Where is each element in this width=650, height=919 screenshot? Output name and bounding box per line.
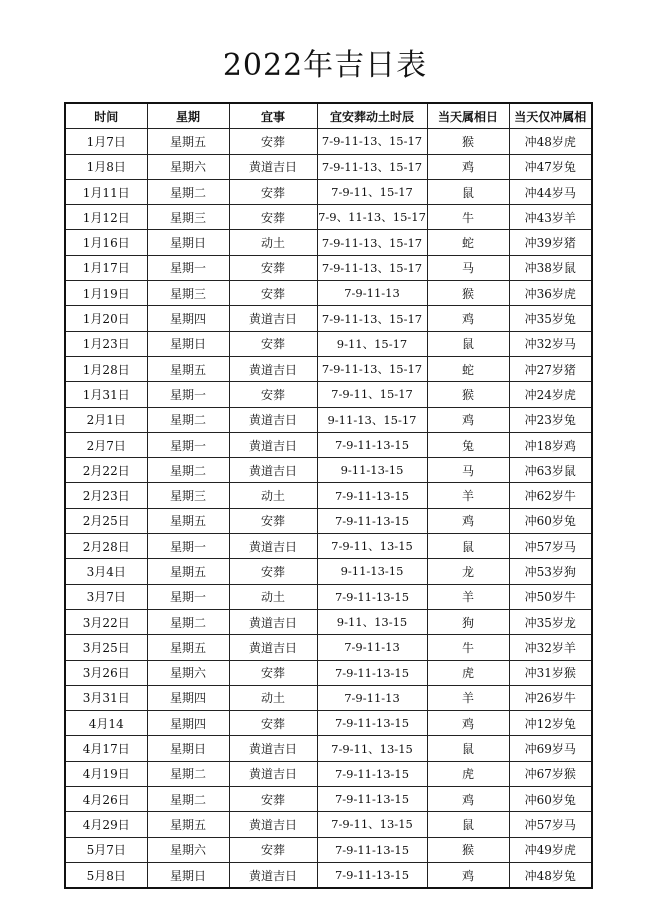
activity-cell: 安葬 [229, 255, 317, 280]
hours-cell: 7-9-11-13、15-17 [317, 356, 427, 381]
day-zodiac-cell: 鸡 [427, 154, 509, 179]
activity-cell: 动土 [229, 230, 317, 255]
hours-cell: 7-9-11-13 [317, 281, 427, 306]
weekday-cell: 星期六 [147, 154, 229, 179]
day-zodiac-cell: 鼠 [427, 736, 509, 761]
table-row [65, 230, 592, 255]
day-zodiac-cell: 猴 [427, 382, 509, 407]
activity-cell: 黄道吉日 [229, 635, 317, 660]
hours-cell: 7-9-11-13-15 [317, 508, 427, 533]
hours-cell: 7-9-11-13-15 [317, 787, 427, 812]
page-title: 2022年吉日表 [222, 48, 428, 83]
date-cell: 2月28日 [65, 534, 147, 559]
table-row [65, 483, 592, 508]
hours-cell: 7-9-11-13-15 [317, 660, 427, 685]
clash-cell: 冲23岁兔 [509, 407, 592, 432]
activity-cell: 动土 [229, 584, 317, 609]
hours-cell: 9-11-13-15 [317, 458, 427, 483]
day-zodiac-cell: 蛇 [427, 356, 509, 381]
activity-cell: 黄道吉日 [229, 407, 317, 432]
day-zodiac-cell: 鼠 [427, 179, 509, 204]
hours-cell: 7-9-11-13-15 [317, 837, 427, 862]
hours-cell: 7-9-11、15-17 [317, 382, 427, 407]
hours-cell: 7-9-11-13-15 [317, 711, 427, 736]
table-row [65, 534, 592, 559]
clash-cell: 冲49岁虎 [509, 837, 592, 862]
table-row [65, 255, 592, 280]
clash-cell: 冲32岁马 [509, 331, 592, 356]
column-header-auspicious-hours: 宜安葬动土时辰 [317, 103, 427, 129]
activity-cell: 黄道吉日 [229, 812, 317, 837]
activity-cell: 安葬 [229, 711, 317, 736]
weekday-cell: 星期二 [147, 787, 229, 812]
weekday-cell: 星期二 [147, 407, 229, 432]
hours-cell: 9-11-13-15 [317, 559, 427, 584]
column-header-activity: 宜事 [229, 103, 317, 129]
table-body [65, 129, 592, 888]
weekday-cell: 星期三 [147, 205, 229, 230]
table-row [65, 205, 592, 230]
clash-cell: 冲27岁猪 [509, 356, 592, 381]
day-zodiac-cell: 鼠 [427, 534, 509, 559]
weekday-cell: 星期六 [147, 660, 229, 685]
date-cell: 3月26日 [65, 660, 147, 685]
weekday-cell: 星期五 [147, 635, 229, 660]
activity-cell: 动土 [229, 483, 317, 508]
day-zodiac-cell: 猴 [427, 281, 509, 306]
weekday-cell: 星期一 [147, 584, 229, 609]
clash-cell: 冲57岁马 [509, 812, 592, 837]
day-zodiac-cell: 猴 [427, 129, 509, 154]
day-zodiac-cell: 牛 [427, 205, 509, 230]
day-zodiac-cell: 羊 [427, 685, 509, 710]
activity-cell: 黄道吉日 [229, 432, 317, 457]
activity-cell: 黄道吉日 [229, 862, 317, 888]
clash-cell: 冲62岁牛 [509, 483, 592, 508]
weekday-cell: 星期日 [147, 230, 229, 255]
clash-cell: 冲48岁虎 [509, 129, 592, 154]
hours-cell: 7-9-11-13-15 [317, 862, 427, 888]
activity-cell: 安葬 [229, 787, 317, 812]
activity-cell: 黄道吉日 [229, 609, 317, 634]
activity-cell: 安葬 [229, 179, 317, 204]
clash-cell: 冲43岁羊 [509, 205, 592, 230]
weekday-cell: 星期四 [147, 306, 229, 331]
hours-cell: 7-9-11-13-15 [317, 761, 427, 786]
activity-cell: 安葬 [229, 331, 317, 356]
day-zodiac-cell: 鸡 [427, 787, 509, 812]
hours-cell: 7-9-11-13、15-17 [317, 230, 427, 255]
clash-cell: 冲38岁鼠 [509, 255, 592, 280]
table-row [65, 407, 592, 432]
date-cell: 1月12日 [65, 205, 147, 230]
day-zodiac-cell: 虎 [427, 660, 509, 685]
date-cell: 4月14 [65, 711, 147, 736]
table-row [65, 837, 592, 862]
hours-cell: 9-11-13、15-17 [317, 407, 427, 432]
date-cell: 1月19日 [65, 281, 147, 306]
day-zodiac-cell: 鸡 [427, 407, 509, 432]
weekday-cell: 星期日 [147, 331, 229, 356]
day-zodiac-cell: 马 [427, 255, 509, 280]
clash-cell: 冲53岁狗 [509, 559, 592, 584]
weekday-cell: 星期日 [147, 736, 229, 761]
table-row [65, 331, 592, 356]
table-header-row [65, 103, 592, 129]
clash-cell: 冲24岁虎 [509, 382, 592, 407]
activity-cell: 黄道吉日 [229, 458, 317, 483]
table-row [65, 382, 592, 407]
date-cell: 1月31日 [65, 382, 147, 407]
clash-cell: 冲47岁兔 [509, 154, 592, 179]
weekday-cell: 星期四 [147, 711, 229, 736]
activity-cell: 黄道吉日 [229, 154, 317, 179]
weekday-cell: 星期二 [147, 609, 229, 634]
day-zodiac-cell: 龙 [427, 559, 509, 584]
table-row [65, 812, 592, 837]
clash-cell: 冲18岁鸡 [509, 432, 592, 457]
weekday-cell: 星期一 [147, 255, 229, 280]
clash-cell: 冲63岁鼠 [509, 458, 592, 483]
column-header-date: 时间 [65, 103, 147, 129]
date-cell: 4月17日 [65, 736, 147, 761]
weekday-cell: 星期五 [147, 356, 229, 381]
activity-cell: 黄道吉日 [229, 761, 317, 786]
table-row [65, 685, 592, 710]
day-zodiac-cell: 鼠 [427, 331, 509, 356]
weekday-cell: 星期五 [147, 812, 229, 837]
clash-cell: 冲35岁兔 [509, 306, 592, 331]
date-cell: 2月7日 [65, 432, 147, 457]
clash-cell: 冲12岁兔 [509, 711, 592, 736]
date-cell: 4月19日 [65, 761, 147, 786]
day-zodiac-cell: 蛇 [427, 230, 509, 255]
weekday-cell: 星期一 [147, 432, 229, 457]
column-header-clash-zodiac: 当天仅冲属相 [509, 103, 592, 129]
weekday-cell: 星期二 [147, 761, 229, 786]
table-row [65, 862, 592, 888]
date-cell: 1月8日 [65, 154, 147, 179]
table-row [65, 584, 592, 609]
clash-cell: 冲57岁马 [509, 534, 592, 559]
activity-cell: 安葬 [229, 281, 317, 306]
hours-cell: 7-9-11-13-15 [317, 483, 427, 508]
clash-cell: 冲67岁猴 [509, 761, 592, 786]
day-zodiac-cell: 羊 [427, 483, 509, 508]
table-row [65, 458, 592, 483]
hours-cell: 7-9-11、13-15 [317, 812, 427, 837]
clash-cell: 冲50岁牛 [509, 584, 592, 609]
weekday-cell: 星期五 [147, 559, 229, 584]
hours-cell: 7-9-11-13、15-17 [317, 306, 427, 331]
activity-cell: 安葬 [229, 508, 317, 533]
activity-cell: 黄道吉日 [229, 356, 317, 381]
hours-cell: 7-9-11-13 [317, 635, 427, 660]
activity-cell: 黄道吉日 [229, 306, 317, 331]
column-header-weekday: 星期 [147, 103, 229, 129]
activity-cell: 安葬 [229, 559, 317, 584]
date-cell: 5月7日 [65, 837, 147, 862]
clash-cell: 冲32岁羊 [509, 635, 592, 660]
column-header-day-zodiac: 当天属相日 [427, 103, 509, 129]
day-zodiac-cell: 兔 [427, 432, 509, 457]
date-cell: 1月17日 [65, 255, 147, 280]
day-zodiac-cell: 鸡 [427, 711, 509, 736]
table-row [65, 761, 592, 786]
date-cell: 3月7日 [65, 584, 147, 609]
table-row [65, 508, 592, 533]
date-cell: 3月22日 [65, 609, 147, 634]
activity-cell: 安葬 [229, 205, 317, 230]
weekday-cell: 星期五 [147, 508, 229, 533]
clash-cell: 冲48岁兔 [509, 862, 592, 888]
clash-cell: 冲60岁兔 [509, 508, 592, 533]
table-row [65, 356, 592, 381]
weekday-cell: 星期二 [147, 458, 229, 483]
activity-cell: 黄道吉日 [229, 534, 317, 559]
day-zodiac-cell: 羊 [427, 584, 509, 609]
weekday-cell: 星期三 [147, 483, 229, 508]
hours-cell: 7-9-11-13 [317, 685, 427, 710]
hours-cell: 7-9-11-13、15-17 [317, 255, 427, 280]
date-cell: 1月23日 [65, 331, 147, 356]
hours-cell: 7-9-11、15-17 [317, 179, 427, 204]
clash-cell: 冲31岁猴 [509, 660, 592, 685]
table-row [65, 154, 592, 179]
hours-cell: 7-9-11-13-15 [317, 432, 427, 457]
day-zodiac-cell: 猴 [427, 837, 509, 862]
hours-cell: 7-9-11-13、15-17 [317, 129, 427, 154]
day-zodiac-cell: 鸡 [427, 508, 509, 533]
hours-cell: 7-9、11-13、15-17 [317, 205, 427, 230]
clash-cell: 冲26岁牛 [509, 685, 592, 710]
date-cell: 2月22日 [65, 458, 147, 483]
day-zodiac-cell: 虎 [427, 761, 509, 786]
day-zodiac-cell: 牛 [427, 635, 509, 660]
date-cell: 5月8日 [65, 862, 147, 888]
clash-cell: 冲44岁马 [509, 179, 592, 204]
clash-cell: 冲39岁猪 [509, 230, 592, 255]
hours-cell: 9-11、13-15 [317, 609, 427, 634]
table-row [65, 660, 592, 685]
day-zodiac-cell: 鸡 [427, 862, 509, 888]
clash-cell: 冲60岁兔 [509, 787, 592, 812]
activity-cell: 动土 [229, 685, 317, 710]
table-row [65, 129, 592, 154]
hours-cell: 7-9-11、13-15 [317, 534, 427, 559]
hours-cell: 7-9-11-13、15-17 [317, 154, 427, 179]
date-cell: 3月25日 [65, 635, 147, 660]
weekday-cell: 星期三 [147, 281, 229, 306]
table-row [65, 736, 592, 761]
day-zodiac-cell: 鸡 [427, 306, 509, 331]
date-cell: 2月25日 [65, 508, 147, 533]
activity-cell: 安葬 [229, 382, 317, 407]
date-cell: 2月23日 [65, 483, 147, 508]
date-cell: 2月1日 [65, 407, 147, 432]
table-row [65, 609, 592, 634]
auspicious-days-table [64, 102, 593, 889]
day-zodiac-cell: 鼠 [427, 812, 509, 837]
weekday-cell: 星期五 [147, 129, 229, 154]
hours-cell: 7-9-11-13-15 [317, 584, 427, 609]
date-cell: 4月29日 [65, 812, 147, 837]
table-row [65, 787, 592, 812]
day-zodiac-cell: 狗 [427, 609, 509, 634]
clash-cell: 冲69岁马 [509, 736, 592, 761]
table-row [65, 635, 592, 660]
table-row [65, 711, 592, 736]
date-cell: 3月4日 [65, 559, 147, 584]
activity-cell: 安葬 [229, 129, 317, 154]
weekday-cell: 星期一 [147, 382, 229, 407]
weekday-cell: 星期六 [147, 837, 229, 862]
table-row [65, 306, 592, 331]
hours-cell: 7-9-11、13-15 [317, 736, 427, 761]
date-cell: 1月11日 [65, 179, 147, 204]
date-cell: 1月7日 [65, 129, 147, 154]
weekday-cell: 星期一 [147, 534, 229, 559]
weekday-cell: 星期四 [147, 685, 229, 710]
activity-cell: 黄道吉日 [229, 736, 317, 761]
weekday-cell: 星期二 [147, 179, 229, 204]
day-zodiac-cell: 马 [427, 458, 509, 483]
table-row [65, 281, 592, 306]
date-cell: 1月28日 [65, 356, 147, 381]
clash-cell: 冲35岁龙 [509, 609, 592, 634]
hours-cell: 9-11、15-17 [317, 331, 427, 356]
table-row [65, 179, 592, 204]
activity-cell: 安葬 [229, 660, 317, 685]
activity-cell: 安葬 [229, 837, 317, 862]
date-cell: 3月31日 [65, 685, 147, 710]
clash-cell: 冲36岁虎 [509, 281, 592, 306]
date-cell: 1月16日 [65, 230, 147, 255]
table-row [65, 432, 592, 457]
date-cell: 1月20日 [65, 306, 147, 331]
weekday-cell: 星期日 [147, 862, 229, 888]
date-cell: 4月26日 [65, 787, 147, 812]
table-row [65, 559, 592, 584]
